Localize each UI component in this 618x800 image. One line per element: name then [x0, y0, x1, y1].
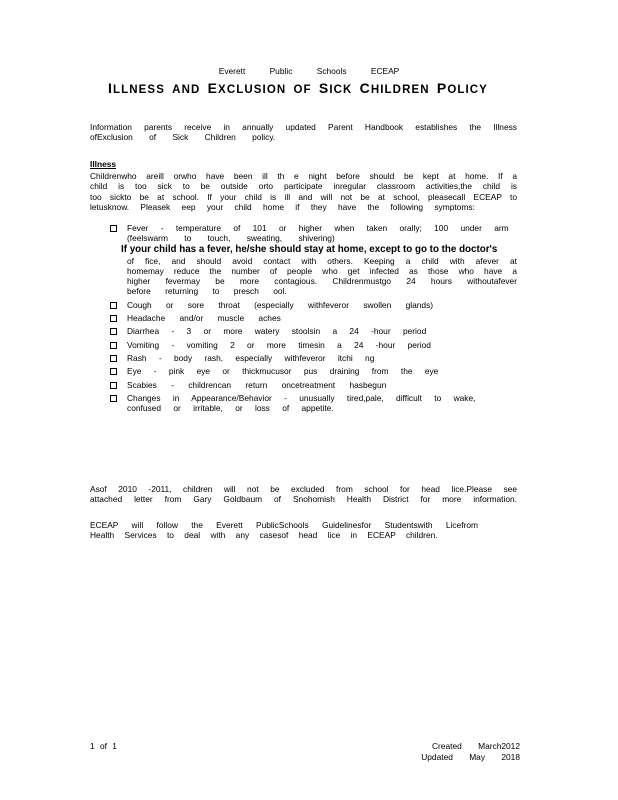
text-line: Health Services to deal with any casesof head lice in ECEAP children. — [90, 530, 438, 541]
checkbox-bullet-icon — [110, 328, 117, 335]
list-item: Rash - body rash, especially withfeveror itchi ng — [110, 353, 517, 363]
list-item: Cough or sore throat (especially withfeveror swollen glands) — [110, 300, 517, 310]
checkbox-bullet-icon — [110, 315, 117, 322]
text-line: Information parents receive in annually updated Parent Handbook establishes the Illness — [90, 122, 517, 132]
checkbox-bullet-icon — [110, 342, 117, 349]
title-word: EXCLUSION — [207, 80, 287, 96]
head-lice-paragraph — [90, 484, 517, 505]
page-number: 1 of 1 — [90, 741, 117, 751]
text-line: child is too sick to be outside orto participate inregular classroom activities,the child is — [90, 181, 517, 192]
list-item: Scabies - childrencan return oncetreatment hasbegun — [110, 380, 517, 390]
title-word: OF — [293, 84, 312, 96]
list-item: Changes in Appearance/Behavior - unusually tired,pale, difficult to wake, confused or irritable, or loss of appetite. — [110, 393, 517, 414]
updated-date: Updated May 2018 — [421, 751, 520, 762]
list-item: Diarrhea - 3 or more watery stoolsin a 24 -hour period — [110, 326, 517, 336]
illness-paragraph — [90, 171, 517, 212]
title-word: CHILDREN — [359, 80, 430, 96]
checkbox-bullet-icon — [110, 368, 117, 375]
checkbox-bullet-icon — [110, 382, 117, 389]
title-word: POLICY — [436, 80, 488, 96]
list-item: Fever - temperature of 101 or higher when taken orally; 100 under arm (feelswarm to touch, sweating, shivering) If your child has a fever, he/she should stay at home, except to go to the doctor's of fice, and should avoid contact with others. Keeping a child with afever at homemay reduce the number of people who get infected as those who have a higher fevermay be more contagious. Childrenmustgo 24 hours withoutafever before returning to presch ool. — [110, 223, 517, 297]
fever-note-emphasis: If your child has a fever, he/she should stay at home, except to go to the doctor's — [121, 243, 498, 255]
lice-guidelines-paragraph — [90, 520, 517, 541]
text-line: ofExclusion of Sick Children policy. — [90, 132, 276, 143]
text-line: attached letter from Gary Goldbaum of Snohomish Health District for more information. — [90, 494, 517, 505]
title-word: SICK — [318, 80, 353, 96]
title-word: ILLNESS — [108, 80, 165, 96]
list-item: Vomiting - vomiting 2 or more timesin a 24 -hour period — [110, 340, 517, 350]
text-line: ECEAP will follow the Everett PublicSchools Guidelinesfor Studentswith Licefrom — [90, 520, 478, 530]
document-org-line: Everett Public Schools ECEAP — [218, 66, 400, 76]
illness-heading: Illness — [90, 159, 117, 169]
symptoms-list — [110, 223, 517, 413]
revision-dates — [421, 741, 520, 762]
checkbox-bullet-icon — [110, 355, 117, 362]
checkbox-bullet-icon — [110, 395, 117, 402]
checkbox-bullet-icon — [110, 302, 117, 309]
text-line: Asof 2010 -2011, children will not be excluded from school for head lice.Please see — [90, 484, 517, 494]
list-item: Eye - pink eye or thickmucusor pus draining from the eye — [110, 366, 517, 376]
title-word: AND — [172, 84, 201, 96]
text-line: too sickto be at school. If your child is ill and will not be at school, pleasecall ECEAP to — [90, 191, 517, 202]
list-item: Headache and/or muscle aches — [110, 313, 517, 323]
created-date: Created March2012 — [431, 741, 520, 751]
intro-paragraph — [90, 122, 517, 143]
document-title — [108, 80, 488, 96]
text-line: Childrenwho areill orwho have been ill th e night before should be kept at home. If a — [90, 171, 517, 181]
checkbox-bullet-icon — [110, 225, 117, 232]
text-line: letusknow. Pleasek eep your child home if they have the following symptoms: — [90, 201, 475, 212]
